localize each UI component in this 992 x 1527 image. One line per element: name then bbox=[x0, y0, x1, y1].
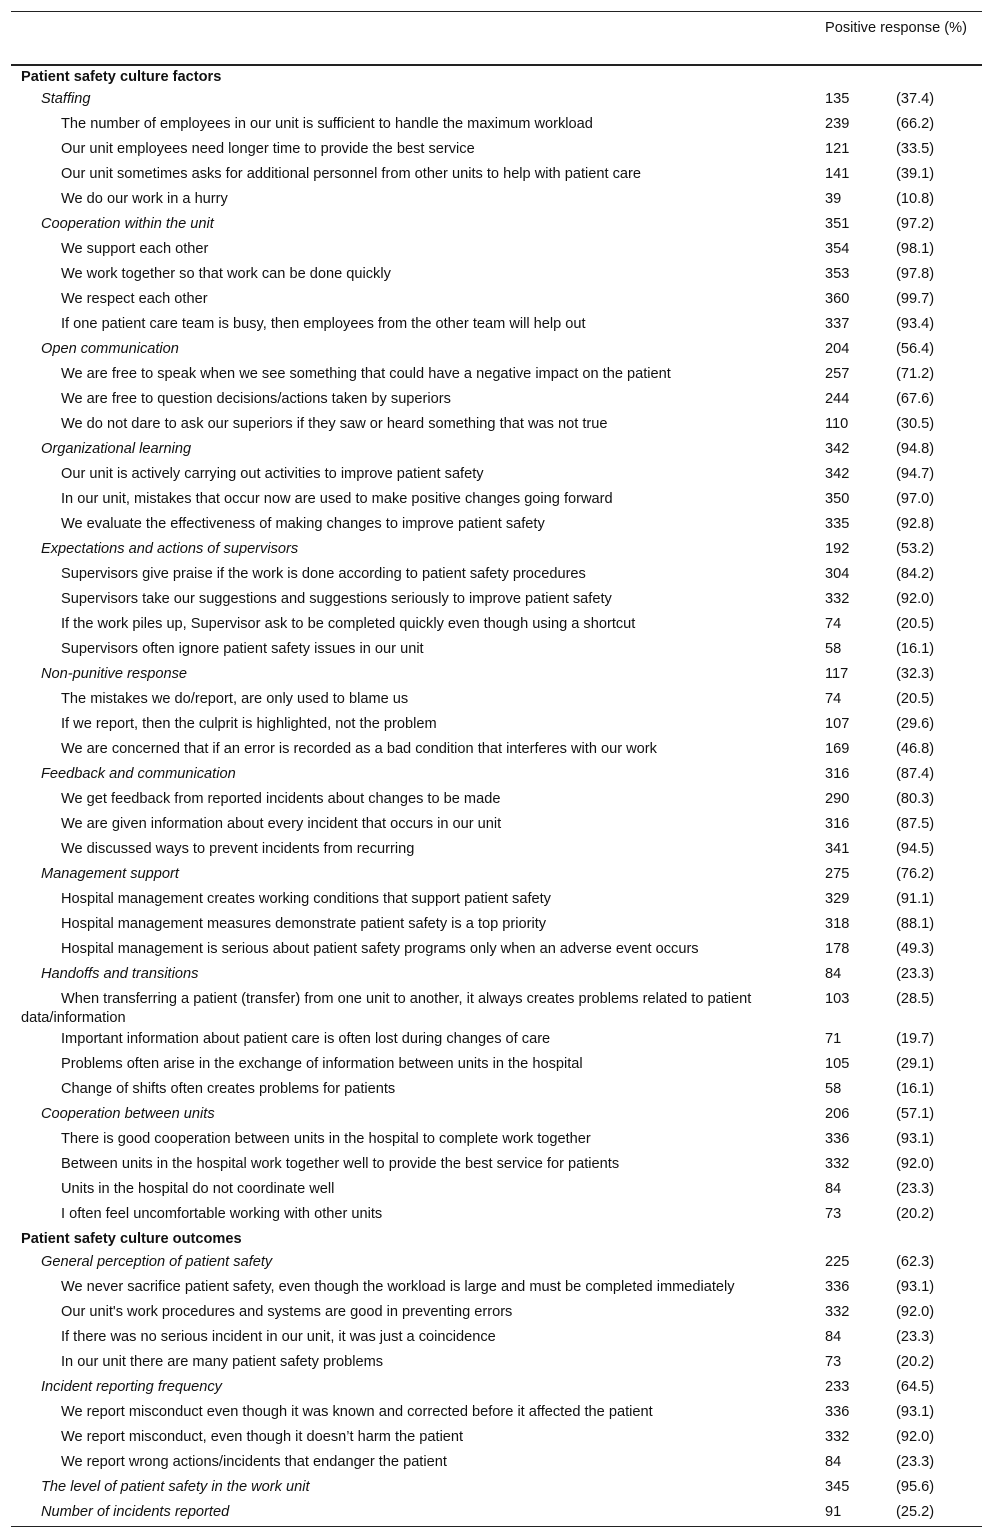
section-row bbox=[11, 1228, 982, 1251]
row-label: If one patient care team is busy, then employees from the other team will help out bbox=[61, 316, 586, 332]
response-count: 318 bbox=[825, 916, 850, 932]
response-percent: (92.0) bbox=[896, 1429, 935, 1445]
row-label: We are given information about every incident that occurs in our unit bbox=[61, 816, 502, 832]
row-label: Between units in the hospital work together well to provide the best service for patients bbox=[61, 1156, 620, 1172]
row-label: Expectations and actions of supervisors bbox=[41, 541, 299, 557]
factor-row bbox=[11, 1476, 982, 1501]
response-percent: (28.5) bbox=[896, 991, 935, 1007]
item-row bbox=[11, 613, 982, 638]
item-row bbox=[11, 913, 982, 938]
response-percent: (29.6) bbox=[896, 716, 935, 732]
item-row bbox=[11, 988, 982, 1028]
response-percent: (32.3) bbox=[896, 666, 935, 682]
response-count: 107 bbox=[825, 716, 850, 732]
item-row bbox=[11, 163, 982, 188]
row-label: Supervisors often ignore patient safety issues in our unit bbox=[61, 641, 424, 657]
item-row bbox=[11, 563, 982, 588]
header-label-column bbox=[11, 12, 825, 66]
item-row bbox=[11, 1053, 982, 1078]
response-count: 233 bbox=[825, 1379, 850, 1395]
item-row bbox=[11, 388, 982, 413]
response-count: 58 bbox=[825, 641, 842, 657]
response-percent: (23.3) bbox=[896, 1329, 935, 1345]
response-count: 316 bbox=[825, 816, 850, 832]
row-label: Supervisors take our suggestions and suggestions seriously to improve patient safety bbox=[61, 591, 612, 607]
item-row bbox=[11, 313, 982, 338]
item-row bbox=[11, 1028, 982, 1053]
row-label: Incident reporting frequency bbox=[41, 1379, 222, 1395]
row-label: We evaluate the effectiveness of making changes to improve patient safety bbox=[61, 516, 545, 532]
response-percent: (39.1) bbox=[896, 166, 935, 182]
response-percent: (71.2) bbox=[896, 366, 935, 382]
factor-row bbox=[11, 338, 982, 363]
row-label: We never sacrifice patient safety, even though the workload is large and must be completed immediately bbox=[61, 1279, 735, 1295]
response-percent: (16.1) bbox=[896, 641, 935, 657]
row-label: Management support bbox=[41, 866, 179, 882]
row-label: If we report, then the culprit is highlighted, not the problem bbox=[61, 716, 437, 732]
row-label: We do not dare to ask our superiors if they saw or heard something that was not true bbox=[61, 416, 608, 432]
response-count: 332 bbox=[825, 1156, 850, 1172]
header-positive-response: Positive response (%) bbox=[825, 20, 967, 36]
response-count: 244 bbox=[825, 391, 850, 407]
response-percent: (95.6) bbox=[896, 1479, 935, 1495]
response-count: 304 bbox=[825, 566, 850, 582]
row-label: I often feel uncomfortable working with other units bbox=[61, 1206, 383, 1222]
response-count: 204 bbox=[825, 341, 850, 357]
response-percent: (20.5) bbox=[896, 616, 935, 632]
response-count: 336 bbox=[825, 1131, 850, 1147]
response-percent: (93.1) bbox=[896, 1131, 935, 1147]
response-count: 74 bbox=[825, 616, 842, 632]
item-row bbox=[11, 888, 982, 913]
section-label: Patient safety culture outcomes bbox=[21, 1231, 242, 1247]
row-label: Cooperation between units bbox=[41, 1106, 215, 1122]
row-label: Staffing bbox=[41, 91, 91, 107]
response-percent: (93.1) bbox=[896, 1279, 935, 1295]
response-percent: (99.7) bbox=[896, 291, 935, 307]
item-row bbox=[11, 288, 982, 313]
response-percent: (30.5) bbox=[896, 416, 935, 432]
item-row bbox=[11, 813, 982, 838]
response-percent: (94.5) bbox=[896, 841, 935, 857]
item-row bbox=[11, 1276, 982, 1301]
factor-row bbox=[11, 863, 982, 888]
item-row bbox=[11, 513, 982, 538]
item-row bbox=[11, 738, 982, 763]
response-count: 351 bbox=[825, 216, 850, 232]
row-label: Our unit's work procedures and systems are good in preventing errors bbox=[61, 1304, 513, 1320]
response-count: 58 bbox=[825, 1081, 842, 1097]
response-percent: (33.5) bbox=[896, 141, 935, 157]
response-percent: (93.1) bbox=[896, 1404, 935, 1420]
row-label: Important information about patient care is often lost during changes of care bbox=[61, 1031, 551, 1047]
response-percent: (97.0) bbox=[896, 491, 935, 507]
section-label: Patient safety culture factors bbox=[21, 69, 222, 85]
row-label: Non-punitive response bbox=[41, 666, 188, 682]
response-count: 91 bbox=[825, 1504, 842, 1520]
response-count: 169 bbox=[825, 741, 850, 757]
item-row bbox=[11, 1178, 982, 1203]
row-label: The number of employees in our unit is sufficient to handle the maximum workload bbox=[61, 116, 593, 132]
response-percent: (10.8) bbox=[896, 191, 935, 207]
response-percent: (76.2) bbox=[896, 866, 935, 882]
response-percent: (19.7) bbox=[896, 1031, 935, 1047]
factor-row bbox=[11, 1501, 982, 1527]
row-label: In our unit there are many patient safety problems bbox=[61, 1354, 384, 1370]
response-count: 335 bbox=[825, 516, 850, 532]
row-label: We respect each other bbox=[61, 291, 208, 307]
row-label: We report misconduct, even though it doesn’t harm the patient bbox=[61, 1429, 464, 1445]
response-count: 110 bbox=[825, 416, 849, 432]
response-count: 354 bbox=[825, 241, 850, 257]
response-percent: (97.2) bbox=[896, 216, 935, 232]
factor-row bbox=[11, 963, 982, 988]
row-label: We do our work in a hurry bbox=[61, 191, 228, 207]
response-percent: (91.1) bbox=[896, 891, 935, 907]
response-percent: (56.4) bbox=[896, 341, 935, 357]
factor-row bbox=[11, 213, 982, 238]
row-label: We discussed ways to prevent incidents from recurring bbox=[61, 841, 415, 857]
response-count: 342 bbox=[825, 441, 850, 457]
response-percent: (20.2) bbox=[896, 1206, 935, 1222]
row-label: Our unit employees need longer time to provide the best service bbox=[61, 141, 475, 157]
item-row bbox=[11, 788, 982, 813]
row-label: Problems often arise in the exchange of information between units in the hospital bbox=[61, 1056, 583, 1072]
factor-row bbox=[11, 1251, 982, 1276]
response-count: 39 bbox=[825, 191, 842, 207]
patient-safety-culture-table bbox=[11, 11, 982, 1527]
response-count: 336 bbox=[825, 1404, 850, 1420]
response-percent: (66.2) bbox=[896, 116, 935, 132]
response-count: 360 bbox=[825, 291, 850, 307]
item-row bbox=[11, 463, 982, 488]
item-row bbox=[11, 713, 982, 738]
row-label: Our unit sometimes asks for additional personnel from other units to help with patient care bbox=[61, 166, 641, 182]
response-percent: (92.8) bbox=[896, 516, 935, 532]
response-percent: (23.3) bbox=[896, 1181, 935, 1197]
row-label: We support each other bbox=[61, 241, 209, 257]
response-count: 290 bbox=[825, 791, 850, 807]
item-row bbox=[11, 1128, 982, 1153]
response-count: 332 bbox=[825, 1429, 850, 1445]
response-count: 332 bbox=[825, 1304, 850, 1320]
item-row bbox=[11, 838, 982, 863]
factor-row bbox=[11, 663, 982, 688]
response-percent: (49.3) bbox=[896, 941, 935, 957]
response-percent: (98.1) bbox=[896, 241, 935, 257]
item-row bbox=[11, 1326, 982, 1351]
response-percent: (37.4) bbox=[896, 91, 935, 107]
row-label: When transferring a patient (transfer) from one unit to another, it always creates problems related to patient data/information bbox=[21, 991, 752, 1026]
item-row bbox=[11, 113, 982, 138]
response-percent: (97.8) bbox=[896, 266, 935, 282]
response-percent: (92.0) bbox=[896, 591, 935, 607]
response-count: 337 bbox=[825, 316, 850, 332]
row-label: We report wrong actions/incidents that endanger the patient bbox=[61, 1454, 447, 1470]
response-percent: (84.2) bbox=[896, 566, 935, 582]
response-percent: (29.1) bbox=[896, 1056, 935, 1072]
response-count: 74 bbox=[825, 691, 842, 707]
item-row bbox=[11, 938, 982, 963]
response-count: 105 bbox=[825, 1056, 850, 1072]
response-count: 141 bbox=[825, 166, 850, 182]
row-label: If there was no serious incident in our unit, it was just a coincidence bbox=[61, 1329, 496, 1345]
item-row bbox=[11, 363, 982, 388]
response-percent: (93.4) bbox=[896, 316, 935, 332]
response-percent: (67.6) bbox=[896, 391, 935, 407]
row-label: Organizational learning bbox=[41, 441, 192, 457]
row-label: The level of patient safety in the work unit bbox=[41, 1479, 310, 1495]
row-label: Hospital management creates working conditions that support patient safety bbox=[61, 891, 551, 907]
response-count: 345 bbox=[825, 1479, 850, 1495]
item-row bbox=[11, 1153, 982, 1178]
row-label: Open communication bbox=[41, 341, 179, 357]
response-percent: (20.2) bbox=[896, 1354, 935, 1370]
response-count: 225 bbox=[825, 1254, 850, 1270]
item-row bbox=[11, 638, 982, 663]
row-label: General perception of patient safety bbox=[41, 1254, 273, 1270]
response-count: 316 bbox=[825, 766, 850, 782]
response-count: 275 bbox=[825, 866, 850, 882]
response-count: 336 bbox=[825, 1279, 850, 1295]
response-count: 353 bbox=[825, 266, 850, 282]
response-percent: (25.2) bbox=[896, 1504, 935, 1520]
factor-row bbox=[11, 88, 982, 113]
response-count: 178 bbox=[825, 941, 850, 957]
item-row bbox=[11, 1401, 982, 1426]
item-row bbox=[11, 1078, 982, 1103]
row-label: Cooperation within the unit bbox=[41, 216, 214, 232]
item-row bbox=[11, 1426, 982, 1451]
item-row bbox=[11, 413, 982, 438]
response-percent: (92.0) bbox=[896, 1156, 935, 1172]
item-row bbox=[11, 1203, 982, 1228]
response-count: 341 bbox=[825, 841, 850, 857]
row-label: We are free to speak when we see something that could have a negative impact on the patient bbox=[61, 366, 671, 382]
response-count: 84 bbox=[825, 1329, 842, 1345]
row-label: In our unit, mistakes that occur now are used to make positive changes going forward bbox=[61, 491, 613, 507]
response-count: 239 bbox=[825, 116, 850, 132]
table-header-row bbox=[11, 12, 982, 66]
response-count: 350 bbox=[825, 491, 850, 507]
row-label: Supervisors give praise if the work is done according to patient safety procedures bbox=[61, 566, 586, 582]
item-row bbox=[11, 588, 982, 613]
response-percent: (57.1) bbox=[896, 1106, 935, 1122]
row-label: We work together so that work can be done quickly bbox=[61, 266, 391, 282]
response-percent: (87.4) bbox=[896, 766, 935, 782]
response-count: 73 bbox=[825, 1206, 842, 1222]
row-label: Our unit is actively carrying out activities to improve patient safety bbox=[61, 466, 484, 482]
item-row bbox=[11, 488, 982, 513]
row-label: Number of incidents reported bbox=[41, 1504, 230, 1520]
item-row bbox=[11, 263, 982, 288]
response-count: 192 bbox=[825, 541, 850, 557]
response-count: 71 bbox=[825, 1031, 842, 1047]
item-row bbox=[11, 238, 982, 263]
row-label: Units in the hospital do not coordinate well bbox=[61, 1181, 335, 1197]
response-count: 84 bbox=[825, 1181, 842, 1197]
table-body bbox=[11, 65, 982, 1527]
item-row bbox=[11, 688, 982, 713]
results-table-container bbox=[11, 11, 982, 1527]
response-count: 73 bbox=[825, 1354, 842, 1370]
response-count: 342 bbox=[825, 466, 850, 482]
response-count: 84 bbox=[825, 966, 842, 982]
response-count: 332 bbox=[825, 591, 850, 607]
row-label: There is good cooperation between units in the hospital to complete work together bbox=[61, 1131, 591, 1147]
row-label: Hospital management measures demonstrate patient safety is a top priority bbox=[61, 916, 547, 932]
response-percent: (87.5) bbox=[896, 816, 935, 832]
response-percent: (23.3) bbox=[896, 966, 935, 982]
row-label: We report misconduct even though it was known and corrected before it affected the patient bbox=[61, 1404, 653, 1420]
response-percent: (53.2) bbox=[896, 541, 935, 557]
row-label: Handoffs and transitions bbox=[41, 966, 199, 982]
response-count: 84 bbox=[825, 1454, 842, 1470]
response-percent: (64.5) bbox=[896, 1379, 935, 1395]
factor-row bbox=[11, 538, 982, 563]
response-percent: (92.0) bbox=[896, 1304, 935, 1320]
row-label: We get feedback from reported incidents about changes to be made bbox=[61, 791, 501, 807]
item-row bbox=[11, 1351, 982, 1376]
response-count: 103 bbox=[825, 991, 850, 1007]
item-row bbox=[11, 1301, 982, 1326]
response-percent: (23.3) bbox=[896, 1454, 935, 1470]
response-count: 121 bbox=[825, 141, 850, 157]
response-percent: (94.8) bbox=[896, 441, 935, 457]
factor-row bbox=[11, 1376, 982, 1401]
item-row bbox=[11, 138, 982, 163]
response-count: 117 bbox=[825, 666, 849, 682]
row-label: Change of shifts often creates problems for patients bbox=[61, 1081, 396, 1097]
factor-row bbox=[11, 1103, 982, 1128]
factor-row bbox=[11, 438, 982, 463]
row-label: Feedback and communication bbox=[41, 766, 236, 782]
response-percent: (16.1) bbox=[896, 1081, 935, 1097]
row-label: The mistakes we do/report, are only used to blame us bbox=[61, 691, 409, 707]
response-count: 257 bbox=[825, 366, 850, 382]
item-row bbox=[11, 188, 982, 213]
row-label: Hospital management is serious about patient safety programs only when an adverse event occurs bbox=[61, 941, 699, 957]
response-count: 329 bbox=[825, 891, 850, 907]
response-count: 206 bbox=[825, 1106, 850, 1122]
row-label: If the work piles up, Supervisor ask to be completed quickly even though using a shortcut bbox=[61, 616, 636, 632]
section-row bbox=[11, 65, 982, 88]
response-percent: (80.3) bbox=[896, 791, 935, 807]
row-label: We are concerned that if an error is recorded as a bad condition that interferes with our work bbox=[61, 741, 657, 757]
factor-row bbox=[11, 763, 982, 788]
response-percent: (20.5) bbox=[896, 691, 935, 707]
response-percent: (94.7) bbox=[896, 466, 935, 482]
response-percent: (62.3) bbox=[896, 1254, 935, 1270]
response-count: 135 bbox=[825, 91, 850, 107]
response-percent: (46.8) bbox=[896, 741, 935, 757]
response-percent: (88.1) bbox=[896, 916, 935, 932]
item-row bbox=[11, 1451, 982, 1476]
row-label: We are free to question decisions/actions taken by superiors bbox=[61, 391, 451, 407]
